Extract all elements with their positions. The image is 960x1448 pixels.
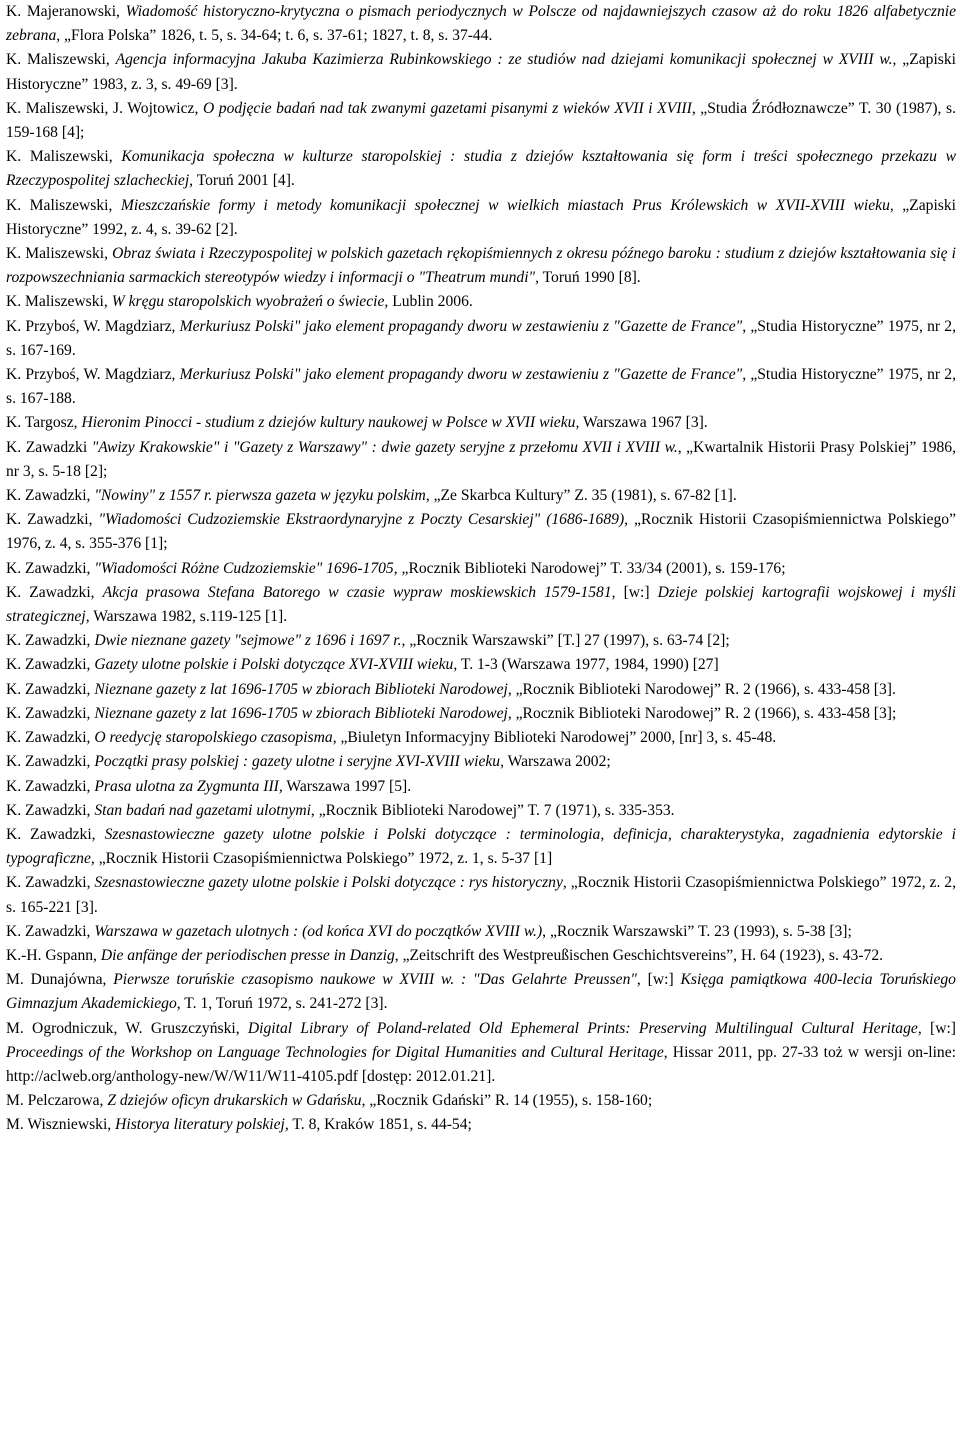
entry-title-text: Księga pamiątkowa 400-lecia Toruńskiego Gimnazjum Akademickiego (6, 971, 956, 1013)
entry-title-text: Obraz świata i Rzeczypospolitej w polskich gazetach rękopiśmiennych z okresu późnego baroku : studium z dziejów kształtowania się i rozpowszechniania sarmackich stereotypów wiedzy i informacji o "Theatrum mundi", (6, 245, 957, 287)
entry-text: K. Przyboś, W. Magdziarz, (6, 317, 180, 335)
bibliography-list (6, 0, 956, 1138)
entry-text: K. Zawadzki (6, 438, 92, 456)
bibliography-entry (6, 1017, 956, 1090)
bibliography-entry (6, 871, 956, 919)
entry-title-text: W kręgu staropolskich wyobrażeń o świecie, (111, 293, 389, 311)
entry-title-text: "Nowiny" z 1557 r. pierwsza gazeta w języku polskim (94, 487, 426, 505)
entry-text: K. Zawadzki, (6, 583, 103, 601)
entry-text: , „Studia Historyczne” 1975, nr 2, s. 167-188. (6, 366, 956, 408)
entry-title-text: Początki prasy polskiej : gazety ulotne i seryjne XVI-XVIII wieku, (94, 753, 504, 771)
bibliography-entry (6, 726, 956, 750)
entry-title-text: Z dziejów oficyn drukarskich w Gdańsku (107, 1092, 362, 1110)
bibliography-entry (6, 1113, 956, 1137)
entry-text: , „Rocznik Historii Czasopiśmiennictwa Polskiego” 1976, z. 4, s. 355-376 [1]; (6, 511, 956, 553)
entry-text: „Flora Polska” 1826, t. 5, s. 34-64; t. 6, s. 37-61; 1827, t. 8, s. 37-44. (64, 27, 493, 45)
entry-title-text: Dzieje polskiej kartografii wojskowej i myśli strategicznej (6, 583, 956, 626)
bibliography-entry (6, 242, 956, 290)
entry-text: K. Zawadzki, (6, 874, 95, 892)
entry-title-text: "Wiadomości Cudzoziemskie Ekstraordynaryjne z Poczty Cesarskiej" (1686-1689) (98, 511, 625, 529)
bibliography-entry (6, 750, 956, 774)
entry-text: T. 8, Kraków 1851, s. 44-54; (288, 1116, 472, 1134)
entry-text: , [w:] (636, 971, 681, 989)
entry-title-text: Hieronim Pinocci - studium z dziejów kultury naukowej w Polsce w XVII wieku, (81, 414, 580, 432)
entry-text: K. Maliszewski, (6, 293, 112, 311)
entry-title-text: Merkuriusz Polski" jako element propagandy dworu w zestawieniu z "Gazette de France" (179, 317, 743, 335)
entry-text: K. Zawadzki, (6, 632, 95, 650)
entry-text: , „Rocznik Historii Czasopiśmiennictwa Polskiego” 1972, z. 1, s. 5-37 [1] (90, 850, 553, 868)
entry-title-text: Dwie nieznane gazety "sejmowe" z 1696 i 1697 r. (94, 632, 402, 650)
entry-text: K. Zawadzki, (6, 680, 95, 698)
entry-text: K. Zawadzki, (6, 922, 95, 940)
entry-text: K. Zawadzki, (6, 704, 95, 722)
entry-text: K. Zawadzki, (6, 777, 95, 795)
entry-title-text: Prasa ulotna za Zygmunta III, (94, 777, 283, 795)
bibliography-entry (6, 629, 956, 653)
entry-text: , „Rocznik Biblioteki Narodowej” R. 2 (1966), s. 433-458 [3]. (507, 680, 896, 698)
entry-text: K. Zawadzki, (6, 729, 95, 747)
entry-text: , Warszawa 1982, s.119-125 [1]. (85, 608, 288, 626)
bibliography-entry (6, 968, 956, 1016)
entry-title-text: O reedycję staropolskiego czasopisma (94, 729, 333, 747)
entry-title-text: Gazety ulotne polskie i Polski dotyczące XVI-XVIII wieku (94, 656, 454, 674)
bibliography-entry (6, 557, 956, 581)
entry-title-text: Szesnastowieczne gazety ulotne polskie i Polski dotyczące : terminologia, definicja, charakterystyka, zagadnienia edytorskie i typograficzne (6, 825, 956, 868)
entry-text: , „Zapiski Historyczne” 1992, z. 4, s. 39-62 [2]. (6, 196, 956, 238)
entry-text: K. Zawadzki, (6, 801, 95, 819)
entry-text: , „Kwartalnik Historii Prasy Polskiej” 1986, nr 3, s. 5-18 [2]; (6, 438, 956, 480)
entry-text: , „Rocznik Biblioteki Narodowej” T. 33/34 (2001), s. 159-176; (393, 559, 786, 577)
bibliography-entry (6, 411, 956, 435)
bibliography-entry (6, 823, 956, 871)
entry-text: , T. 1, Toruń 1972, s. 241-272 [3]. (176, 995, 388, 1013)
entry-text: Warszawa 2002; (503, 753, 611, 771)
entry-text: K. Zawadzki, (6, 753, 95, 771)
bibliography-entry (6, 0, 956, 48)
entry-text: K. Maliszewski, J. Wojtowicz, (6, 99, 203, 117)
bibliography-entry (6, 653, 956, 677)
entry-title-text: Nieznane gazety z lat 1696-1705 w zbiorach Biblioteki Narodowej (94, 704, 508, 722)
entry-title-text: Warszawa w gazetach ulotnych : (od końca XVI do początków XVIII w.) (94, 922, 543, 940)
bibliography-entry (6, 920, 956, 944)
entry-text: , „Zeitschrift des Westpreußischen Geschichtsvereins”, H. 64 (1923), s. 43-72. (394, 946, 884, 964)
bibliography-entry (6, 581, 956, 629)
bibliography-entry (6, 48, 956, 96)
bibliography-entry (6, 508, 956, 556)
entry-text: K. Maliszewski, (6, 51, 116, 69)
bibliography-entry (6, 944, 956, 968)
entry-title-text: Merkuriusz Polski" jako element propagandy dworu w zestawieniu z "Gazette de France" (179, 366, 743, 384)
entry-text: Lublin 2006. (388, 293, 473, 311)
entry-text: K. Targosz, (6, 414, 82, 432)
entry-text: K. Maliszewski, (6, 245, 113, 263)
entry-text: Warszawa 1967 [3]. (579, 414, 708, 432)
bibliography-entry (6, 775, 956, 799)
entry-text: , „Rocznik Warszawski” [T.] 27 (1997), s. 63-74 [2]; (401, 632, 730, 650)
bibliography-entry (6, 194, 956, 242)
entry-text: K. Zawadzki, (6, 656, 95, 674)
entry-text: K. Przyboś, W. Magdziarz, (6, 366, 180, 384)
entry-text: , „Rocznik Gdański” R. 14 (1955), s. 158-160; (361, 1092, 653, 1110)
entry-text: , „Rocznik Historii Czasopiśmiennictwa Polskiego” 1972, z. 2, s. 165-221 [3]. (6, 874, 956, 916)
entry-text: , T. 1-3 (Warszawa 1977, 1984, 1990) [27] (453, 656, 719, 674)
bibliography-entry (6, 315, 956, 363)
entry-title-text: Historya literatury polskiej, (115, 1116, 289, 1134)
entry-text: M. Pelczarowa, (6, 1092, 108, 1110)
bibliography-entry (6, 1089, 956, 1113)
entry-text: , „Zapiski Historyczne” 1983, z. 3, s. 49-69 [3]. (6, 51, 956, 93)
bibliography-entry (6, 484, 956, 508)
entry-text: , „Rocznik Biblioteki Narodowej” R. 2 (1966), s. 433-458 [3]; (507, 704, 897, 722)
entry-title-text: "Wiadomości Różne Cudzoziemskie" 1696-1705 (94, 559, 394, 577)
entry-title-text: Proceedings of the Workshop on Language Technologies for Digital Humanities and Cultural Heritage (6, 1043, 664, 1061)
entry-title-text: Mieszczańskie formy i metody komunikacji społecznej w wielkich miastach Prus Królewskich w XVII-XVIII wieku (120, 196, 890, 214)
entry-text: , [w:] (611, 583, 658, 601)
entry-title-text: Stan badań nad gazetami ulotnymi (94, 801, 311, 819)
bibliography-entry (6, 290, 956, 314)
entry-text: Warszawa 1997 [5]. (282, 777, 412, 795)
entry-text: M. Ogrodniczuk, W. Gruszczyński, (6, 1019, 248, 1037)
entry-text: K. Maliszewski, (6, 148, 122, 166)
entry-text: , Hissar 2011, pp. 27-33 toż w wersji on-line: http://aclweb.org/anthology-new/W/W11/W11-4105.pdf [dostęp: 2012.01.21]. (6, 1043, 956, 1085)
entry-title-text: Akcja prasowa Stefana Batorego w czasie wypraw moskiewskich 1579-1581 (102, 583, 612, 601)
entry-text: K. Zawadzki, (6, 825, 105, 843)
bibliography-entry (6, 436, 956, 484)
entry-title-text: "Awizy Krakowskie" i "Gazety z Warszawy" : dwie gazety seryjne z przełomu XVII i XVIII w. (91, 438, 678, 456)
entry-title-text: Digital Library of Poland-related Old Ephemeral Prints: Preserving Multilingual Cultural Heritage (247, 1019, 918, 1037)
entry-text: , „Ze Skarbca Kultury” Z. 35 (1981), s. 67-82 [1]. (425, 487, 737, 505)
entry-text: K. Zawadzki, (6, 511, 99, 529)
bibliography-entry (6, 363, 956, 411)
entry-text: Toruń 2001 [4]. (193, 172, 295, 190)
entry-text: , „Rocznik Warszawski” T. 23 (1993), s. 5-38 [3]; (542, 922, 852, 940)
entry-title-text: Szesnastowieczne gazety ulotne polskie i Polski dotyczące : rys historyczny (94, 874, 563, 892)
entry-text: K. Majeranowski, (6, 3, 126, 20)
entry-text: , „Studia Źródłoznawcze” T. 30 (1987), s. 159-168 [4]; (6, 99, 956, 142)
entry-title-text: Nieznane gazety z lat 1696-1705 w zbiorach Biblioteki Narodowej (94, 680, 508, 698)
entry-text: Toruń 1990 [8]. (539, 269, 641, 287)
entry-text: K.-H. Gspann, (6, 946, 101, 964)
entry-text: , „Studia Historyczne” 1975, nr 2, s. 167-169. (6, 317, 956, 359)
entry-title-text: O podjęcie badań nad tak zwanymi gazetami pisanymi z wieków XVII i XVIII (202, 99, 692, 117)
bibliography-entry (6, 678, 956, 702)
entry-text: K. Zawadzki, (6, 559, 95, 577)
bibliography-entry (6, 702, 956, 726)
bibliography-entry (6, 799, 956, 823)
entry-text: K. Zawadzki, (6, 487, 95, 505)
entry-title-text: Wiadomość historyczno-krytyczna o pismach periodycznych w Polscze od najdawniejszych czasow aż do roku 1826 alfabetycznie zebrana, (6, 3, 956, 45)
bibliography-entry (6, 145, 956, 193)
entry-text: M. Wiszniewski, (6, 1116, 116, 1134)
entry-text: , [w:] (917, 1019, 956, 1037)
entry-text: , „Biuletyn Informacyjny Biblioteki Narodowej” 2000, [nr] 3, s. 45-48. (332, 729, 777, 747)
entry-text: K. Maliszewski, (6, 196, 121, 214)
entry-title-text: Pierwsze toruńskie czasopismo naukowe w XVIII w. : "Das Gelahrte Preussen" (113, 971, 637, 989)
entry-text: , „Rocznik Biblioteki Narodowej” T. 7 (1971), s. 335-353. (310, 801, 675, 819)
entry-title-text: Die anfänge der periodischen presse in Danzig (100, 946, 395, 964)
entry-title-text: Agencja informacyjna Jakuba Kazimierza Rubinkowskiego : ze studiów nad dziejami komunikacji społecznej w XVIII w. (115, 51, 893, 69)
entry-text: M. Dunajówna, (6, 971, 114, 989)
bibliography-entry (6, 97, 956, 145)
entry-title-text: Komunikacja społeczna w kulturze staropolskiej : studia z dziejów kształtowania się form i treści społecznego przekazu w Rzeczypospolitej szlacheckiej, (6, 148, 956, 190)
